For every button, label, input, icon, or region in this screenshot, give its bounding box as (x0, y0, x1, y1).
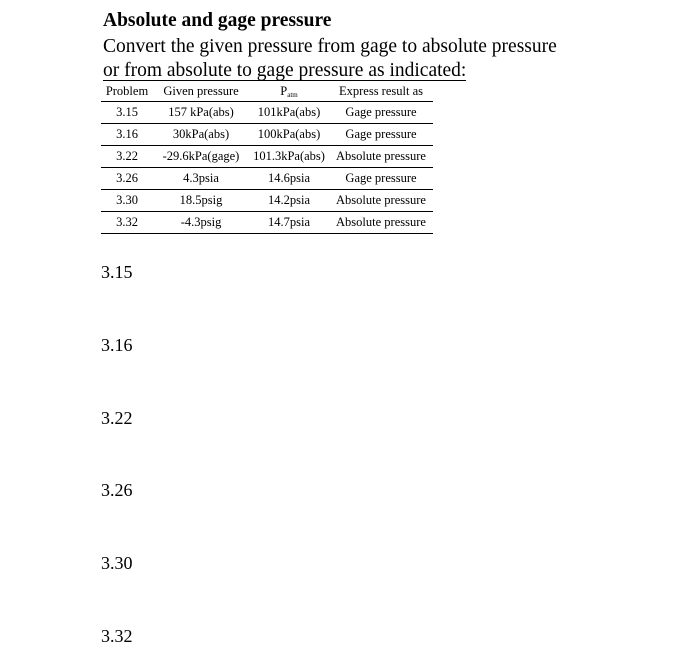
instructions-line-2: or from absolute to gage pressure as indicated: (103, 60, 467, 81)
cell-patm: 100kPa(abs) (249, 124, 329, 146)
cell-express-result: Absolute pressure (329, 212, 433, 234)
cell-problem: 3.22 (101, 146, 153, 168)
cell-patm: 14.6psia (249, 168, 329, 190)
cell-patm: 14.7psia (249, 212, 329, 234)
cell-express-result: Absolute pressure (329, 146, 433, 168)
instructions (103, 35, 557, 83)
cell-problem: 3.16 (101, 124, 153, 146)
cell-given-pressure: -29.6kPa(gage) (153, 146, 249, 168)
cell-problem: 3.32 (101, 212, 153, 234)
table-row (101, 168, 433, 190)
cell-patm: 101.3kPa(abs) (249, 146, 329, 168)
instructions-line-1: Convert the given pressure from gage to absolute pressure (103, 36, 557, 57)
answer-label-3-32: 3.32 (101, 626, 133, 646)
header-patm-symbol: P (280, 83, 288, 98)
table-row (101, 124, 433, 146)
cell-problem: 3.15 (101, 102, 153, 124)
answer-label-3-16: 3.16 (101, 335, 133, 355)
answer-label-3-30: 3.30 (101, 553, 133, 573)
cell-patm: 101kPa(abs) (249, 102, 329, 124)
page-title: Absolute and gage pressure (103, 10, 332, 31)
header-patm (249, 81, 329, 102)
header-express-result: Express result as (329, 81, 433, 102)
header-patm-subscript: atm (287, 90, 298, 99)
answer-label-3-22: 3.22 (101, 408, 133, 428)
answer-label-3-15: 3.15 (101, 262, 133, 282)
cell-given-pressure: 4.3psia (153, 168, 249, 190)
table-row (101, 102, 433, 124)
cell-given-pressure: 18.5psig (153, 190, 249, 212)
cell-given-pressure: -4.3psig (153, 212, 249, 234)
cell-problem: 3.30 (101, 190, 153, 212)
cell-patm: 14.2psia (249, 190, 329, 212)
table-header-row (101, 81, 433, 102)
cell-express-result: Gage pressure (329, 102, 433, 124)
table-row (101, 190, 433, 212)
pressure-table-container (101, 81, 433, 234)
pressure-table (101, 81, 433, 234)
cell-express-result: Absolute pressure (329, 190, 433, 212)
cell-given-pressure: 157 kPa(abs) (153, 102, 249, 124)
table-row (101, 146, 433, 168)
table-row (101, 212, 433, 234)
answer-label-3-26: 3.26 (101, 480, 133, 500)
cell-given-pressure: 30kPa(abs) (153, 124, 249, 146)
cell-problem: 3.26 (101, 168, 153, 190)
header-problem: Problem (101, 81, 153, 102)
cell-express-result: Gage pressure (329, 124, 433, 146)
header-given-pressure: Given pressure (153, 81, 249, 102)
cell-express-result: Gage pressure (329, 168, 433, 190)
